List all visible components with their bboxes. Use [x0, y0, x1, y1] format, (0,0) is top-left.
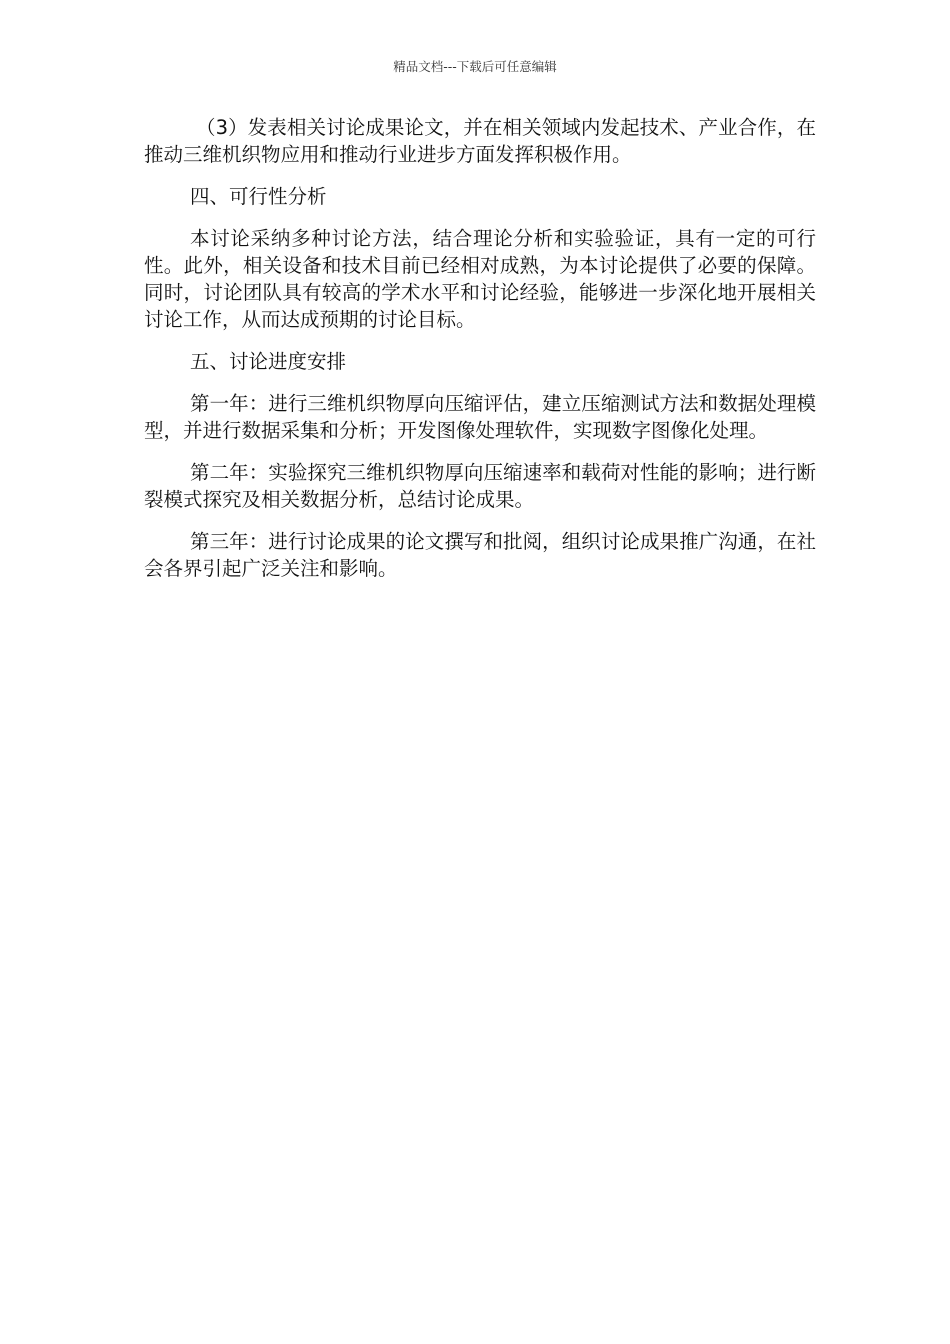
section-heading-schedule: 五、讨论进度安排	[190, 350, 347, 373]
page-header: 精品文档---下载后可任意编辑	[393, 59, 557, 74]
paragraph-year-one: 第一年：进行三维机织物厚向压缩评估，建立压缩测试方法和数据处理模型，并进行数据采集和分析；开发图像处理软件，实现数字图像化处理。	[144, 392, 816, 442]
paragraph-publication-goal: （3）发表相关讨论成果论文，并在相关领域内发起技术、产业合作，在推动三维机织物应用和推动行业进步方面发挥积极作用。	[144, 116, 816, 166]
section-heading-feasibility: 四、可行性分析	[190, 185, 327, 208]
paragraph-feasibility: 本讨论采纳多种讨论方法，结合理论分析和实验验证，具有一定的可行性。此外，相关设备和技术目前已经相对成熟，为本讨论提供了必要的保障。同时，讨论团队具有较高的学术水平和讨论经验，能够进一步深化地开展相关讨论工作，从而达成预期的讨论目标。	[144, 227, 816, 331]
document-body	[144, 114, 816, 597]
paragraph-year-two: 第二年：实验探究三维机织物厚向压缩速率和载荷对性能的影响；进行断裂模式探究及相关数据分析，总结讨论成果。	[144, 461, 816, 511]
paragraph-year-three: 第三年：进行讨论成果的论文撰写和批阅，组织讨论成果推广沟通，在社会各界引起广泛关注和影响。	[144, 530, 816, 580]
